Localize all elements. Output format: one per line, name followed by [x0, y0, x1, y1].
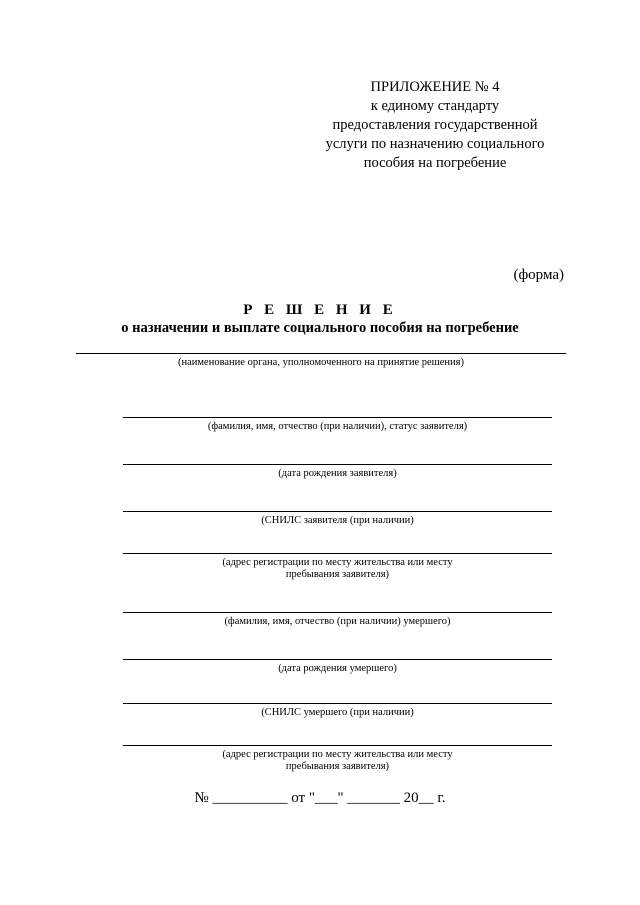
- deceased-name-line: [123, 612, 552, 613]
- appendix-line: услуги по назначению социального: [325, 136, 545, 152]
- deceased-snils-line: [123, 703, 552, 704]
- applicant-snils-caption: (СНИЛС заявителя (при наличии): [261, 515, 414, 526]
- deceased-snils-caption: (СНИЛС умершего (при наличии): [261, 707, 414, 718]
- deceased-address-caption: [123, 749, 552, 773]
- applicant-address-line: [123, 553, 552, 554]
- appendix-line: к единому стандарту: [370, 98, 500, 114]
- applicant-birthdate-line: [123, 464, 552, 465]
- caption-line: (адрес регистрации по месту жительства или месту: [222, 557, 453, 568]
- caption-line: пребывания заявителя): [285, 761, 390, 772]
- deceased-name-caption: (фамилия, имя, отчество (при наличии) умершего): [224, 616, 451, 627]
- deceased-birthdate-line: [123, 659, 552, 660]
- document-title: Р Е Ш Е Н И Е: [243, 302, 397, 318]
- caption-line: (адрес регистрации по месту жительства или месту: [222, 749, 453, 760]
- applicant-snils-line: [123, 511, 552, 512]
- appendix-line: ПРИЛОЖЕНИЕ № 4: [370, 79, 500, 95]
- document-subtitle: о назначении и выплате социального пособия на погребение: [121, 320, 519, 336]
- appendix-line: пособия на погребение: [363, 155, 507, 171]
- authority-line: [76, 353, 566, 354]
- deceased-birthdate-caption: (дата рождения умершего): [278, 663, 397, 674]
- applicant-name-line: [123, 417, 552, 418]
- applicant-birthdate-caption: (дата рождения заявителя): [278, 468, 397, 479]
- applicant-address-caption: [123, 557, 552, 581]
- deceased-address-line: [123, 745, 552, 746]
- appendix-header: [300, 78, 570, 173]
- caption-line: пребывания заявителя): [285, 569, 390, 580]
- authority-caption: (наименование органа, уполномоченного на принятие решения): [178, 357, 464, 368]
- applicant-name-caption: (фамилия, имя, отчество (при наличии), статус заявителя): [207, 421, 468, 432]
- appendix-line: предоставления государственной: [332, 117, 538, 133]
- form-label: (форма): [513, 267, 564, 283]
- decision-number-line: № __________ от "___" _______ 20__ г.: [194, 790, 446, 806]
